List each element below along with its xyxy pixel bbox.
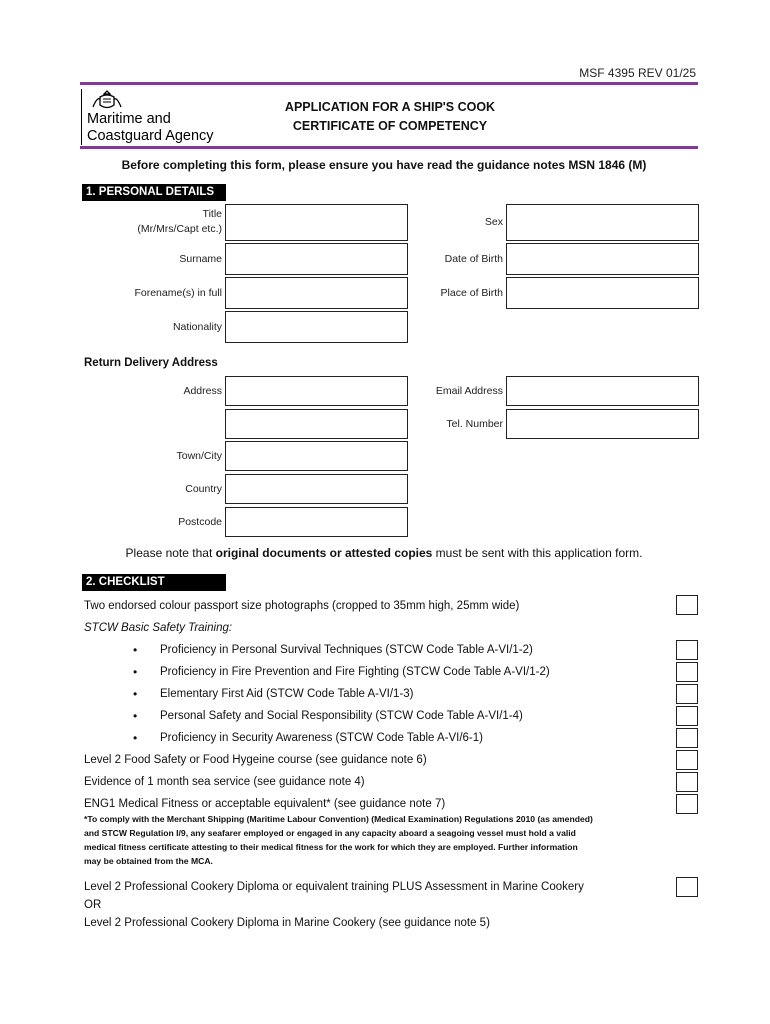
bullet-icon: •: [133, 665, 138, 679]
return-address-heading: Return Delivery Address: [84, 357, 218, 369]
section-heading-personal: 1. PERSONAL DETAILS: [82, 184, 226, 201]
dob-label: Date of Birth: [444, 253, 503, 265]
sex-input[interactable]: [506, 204, 699, 241]
photos-item: Two endorsed colour passport size photographs (cropped to 35mm high, 25mm wide): [84, 600, 520, 612]
title-label: [100, 207, 222, 237]
food-safety-item: Level 2 Food Safety or Food Hygeine course (see guidance note 6): [84, 754, 427, 766]
sea-service-checkbox[interactable]: [676, 772, 698, 792]
bullet-icon: •: [133, 643, 138, 657]
forenames-input[interactable]: [225, 277, 408, 309]
eng1-item: ENG1 Medical Fitness or acceptable equivalent* (see guidance note 7): [84, 798, 446, 810]
dob-input[interactable]: [506, 243, 699, 275]
pob-label: Place of Birth: [440, 287, 503, 299]
footnote-line-4: may be obtained from the MCA.: [84, 856, 213, 866]
stcw-item-security: Proficiency in Security Awareness (STCW Code Table A-VI/6-1): [160, 732, 483, 744]
agency-name: [87, 111, 214, 145]
intro-text: Before completing this form, please ensure you have read the guidance notes MSN 1846 (M): [121, 158, 647, 172]
header-top-rule: [80, 82, 698, 85]
cookery-or: OR: [84, 899, 102, 911]
country-input[interactable]: [225, 474, 408, 504]
title-label-line-2: (Mr/Mrs/Capt etc.): [137, 223, 222, 235]
form-reference: MSF 4395 REV 01/25: [579, 66, 696, 80]
eng1-checkbox[interactable]: [676, 794, 698, 814]
sex-label: Sex: [484, 216, 503, 228]
stcw-item-first-aid: Elementary First Aid (STCW Code Table A-VI/1-3): [160, 688, 414, 700]
town-input[interactable]: [225, 441, 408, 471]
section-heading-checklist: 2. CHECKLIST: [82, 574, 226, 591]
stcw-heading-text: STCW Basic Safety Training:: [84, 622, 233, 634]
pob-input[interactable]: [506, 277, 699, 309]
header-bottom-rule: [80, 146, 698, 149]
original-documents-note: [84, 546, 684, 560]
food-safety-checkbox[interactable]: [676, 750, 698, 770]
stcw-survival-checkbox[interactable]: [676, 640, 698, 660]
form-title-line-1: APPLICATION FOR A SHIP'S COOK: [284, 100, 496, 114]
email-input[interactable]: [506, 376, 699, 406]
bullet-icon: •: [133, 687, 138, 701]
form-title-line-2: CERTIFICATE OF COMPETENCY: [292, 119, 488, 133]
agency-line-2: Coastguard Agency: [87, 128, 214, 144]
note-bold: original documents or attested copies: [215, 546, 433, 560]
forenames-label: Forename(s) in full: [134, 287, 222, 299]
title-label-line-1: Title: [202, 208, 222, 220]
footnote-line-3: medical fitness certificate attesting to their medical fitness for the work for which they are employed. Further information: [84, 842, 578, 852]
marine-cookery-diploma-item: Level 2 Professional Cookery Diploma in Marine Cookery (see guidance note 5): [84, 917, 490, 929]
surname-label: Surname: [179, 253, 222, 265]
tel-label: Tel. Number: [446, 418, 503, 430]
cookery-diploma-item: Level 2 Professional Cookery Diploma or equivalent training PLUS Assessment in Marine Cookery: [84, 881, 584, 893]
postcode-label: Postcode: [178, 516, 222, 528]
address-line-2-input[interactable]: [225, 409, 408, 439]
stcw-fire-checkbox[interactable]: [676, 662, 698, 682]
stcw-item-fire: Proficiency in Fire Prevention and Fire Fighting (STCW Code Table A-VI/1-2): [160, 666, 550, 678]
postcode-input[interactable]: [225, 507, 408, 537]
stcw-security-checkbox[interactable]: [676, 728, 698, 748]
cookery-checkbox[interactable]: [676, 877, 698, 897]
title-input[interactable]: [225, 204, 408, 241]
surname-input[interactable]: [225, 243, 408, 275]
stcw-safety-checkbox[interactable]: [676, 706, 698, 726]
logo-divider: [81, 89, 82, 145]
stcw-first-aid-checkbox[interactable]: [676, 684, 698, 704]
footnote-line-2: and STCW Regulation I/9, any seafarer employed or engaged in any capacity aboard a seagoing vessel must hold a valid: [84, 828, 576, 838]
town-label: Town/City: [176, 450, 222, 462]
photos-checkbox[interactable]: [676, 595, 698, 615]
address-line-1-input[interactable]: [225, 376, 408, 406]
bullet-icon: •: [133, 731, 138, 745]
stcw-item-survival: Proficiency in Personal Survival Techniques (STCW Code Table A-VI/1-2): [160, 644, 533, 656]
sea-service-item: Evidence of 1 month sea service (see guidance note 4): [84, 776, 365, 788]
stcw-item-safety: Personal Safety and Social Responsibility (STCW Code Table A-VI/1-4): [160, 710, 523, 722]
form-title: [260, 98, 520, 136]
nationality-label: Nationality: [172, 321, 222, 333]
bullet-icon: •: [133, 709, 138, 723]
tel-input[interactable]: [506, 409, 699, 439]
note-prefix: Please note that: [125, 546, 216, 560]
medical-footnote: [84, 812, 696, 868]
email-label: Email Address: [435, 385, 503, 397]
country-label: Country: [185, 483, 222, 495]
agency-line-1: Maritime and: [87, 111, 171, 127]
stcw-heading: [84, 620, 232, 636]
footnote-line-1: *To comply with the Merchant Shipping (Maritime Labour Convention) (Medical Examination) Regulations 2010 (as amended): [84, 814, 593, 824]
nationality-input[interactable]: [225, 311, 408, 343]
address-label: Address: [183, 385, 222, 397]
note-suffix: must be sent with this application form.: [432, 546, 643, 560]
